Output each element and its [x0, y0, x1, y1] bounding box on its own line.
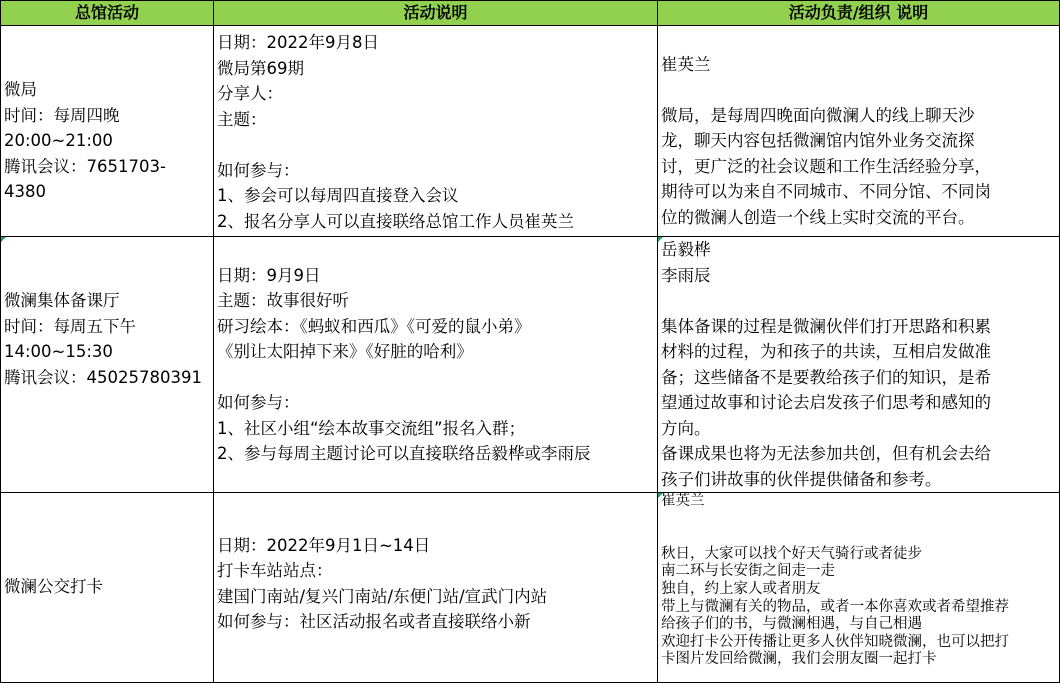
cell-line: 材料的过程，为和孩子的共读，互相启发做准: [661, 342, 991, 361]
cell-line: 南二环与长安街之间走一走: [661, 563, 835, 580]
cell-line: 微澜集体备课厅: [4, 291, 120, 310]
cell-line: 1、社区小组“绘本故事交流组”报名入群；: [217, 418, 526, 438]
cell-line: 备课成果也将为无法参加共创，但有机会去给: [661, 444, 991, 463]
cell-line: 讨，更广泛的社会议题和工作生活经验分享，: [661, 156, 991, 176]
cell-line: 时间：每周四晚: [4, 105, 120, 125]
cell-line: [661, 288, 1056, 314]
cell-line: 岳毅桦: [661, 240, 711, 259]
cell-line: 微局: [4, 80, 37, 99]
cell-line: 主题：: [217, 109, 267, 129]
cell-line: 微澜公交打卡: [4, 576, 103, 596]
cell-line: 如何参与：: [217, 393, 300, 412]
header-activity[interactable]: 总馆活动: [1, 1, 214, 26]
details-cell[interactable]: [214, 493, 658, 683]
header-details[interactable]: 活动说明: [214, 1, 658, 26]
cell-line: 龙，聊天内容包括微澜馆内馆外业务交流探: [661, 131, 975, 150]
cell-line: 时间：每周五下午: [4, 316, 136, 336]
details-cell[interactable]: [214, 26, 658, 237]
cell-line: 崔英兰: [661, 493, 705, 509]
table-row: [1, 237, 1060, 493]
activity-cell[interactable]: [1, 26, 214, 237]
cell-line: 微局，是每周四晚面向微澜人的线上聊天沙: [661, 105, 975, 125]
cell-line: 2、报名分享人可以直接联络总馆工作人员崔英兰: [217, 211, 574, 231]
cell-line: 分享人：: [217, 84, 283, 103]
cell-line: 20:00~21:00: [4, 131, 113, 150]
organizer-cell[interactable]: [658, 26, 1060, 237]
cell-line: 微局第69期: [217, 58, 304, 78]
cell-line: 期待可以为来自不同城市、不同分馆、不同岗: [661, 182, 991, 201]
header-row: [1, 1, 1060, 26]
cell-line: [661, 26, 1056, 52]
cell-line: 孩子们讲故事的伙伴提供储备和参考。: [661, 469, 942, 489]
cell-line: 欢迎打卡公开传播让更多人伙伴知晓微澜，也可以把打: [661, 633, 1009, 650]
table-row: [1, 493, 1060, 683]
cell-line: 集体备课的过程是微澜伙伴们打开思路和积累: [661, 316, 991, 336]
cell-line: 建国门南站/复兴门南站/东便门站/宣武门内站: [217, 586, 548, 606]
cell-line: 带上与微澜有关的物品，或者一本你喜欢或者希望推荐: [661, 598, 1009, 615]
comment-marker-icon: [658, 237, 663, 242]
cell-line: [4, 548, 210, 574]
cell-line: 1、参会可以每周四直接登入会议: [217, 186, 459, 205]
activity-cell[interactable]: [1, 237, 214, 493]
cell-line: [661, 77, 1056, 103]
cell-line: 如何参与：社区活动报名或者直接联络小新: [217, 612, 531, 631]
cell-line: 4380: [4, 182, 46, 201]
cell-line: [4, 237, 210, 263]
table-row: [1, 26, 1060, 237]
cell-line: 腾讯会议：45025780391: [4, 367, 202, 387]
cell-line: 日期：2022年9月1日~14日: [217, 535, 431, 555]
cell-line: [4, 497, 210, 523]
cell-line: 崔英兰: [661, 54, 711, 74]
organizer-cell[interactable]: [658, 493, 1060, 683]
cell-line: 如何参与：: [217, 160, 300, 180]
header-organizer[interactable]: 活动负责/组织 说明: [658, 1, 1060, 26]
cell-line: 腾讯会议：7651703-: [4, 156, 166, 176]
cell-line: 卡图片发回给微澜，我们会朋友圈一起打卡: [661, 651, 937, 668]
details-cell[interactable]: [214, 237, 658, 493]
cell-line: 给孩子们的书，与微澜相遇，与自己相遇: [661, 616, 922, 633]
cell-line: 日期：9月9日: [217, 265, 321, 285]
cell-line: 14:00~15:30: [4, 342, 113, 361]
cell-line: 备；这些储备不是要教给孩子们的知识，是希: [661, 367, 991, 387]
cell-line: 独自，约上家人或者朋友: [661, 580, 821, 597]
cell-line: [217, 132, 654, 158]
comment-marker-icon: [658, 493, 663, 498]
comment-marker-icon: [1, 237, 6, 242]
cell-line: [4, 523, 210, 549]
cell-line: [4, 263, 210, 289]
cell-line: [217, 237, 654, 263]
cell-line: [4, 52, 210, 78]
cell-line: 李雨辰: [661, 265, 711, 285]
cell-line: 方向。: [661, 418, 711, 438]
organizer-cell[interactable]: [658, 237, 1060, 493]
cell-line: 打卡车站站点：: [217, 561, 333, 580]
cell-line: 2、参与每周主题讨论可以直接联络岳毅桦或李雨辰: [217, 444, 591, 463]
cell-line: [4, 26, 210, 52]
cell-line: [661, 528, 1056, 546]
cell-line: 位的微澜人创造一个线上实时交流的平台。: [661, 207, 975, 227]
cell-line: [217, 365, 654, 391]
cell-line: 望通过故事和讨论去启发孩子们思考和感知的: [661, 393, 991, 412]
cell-line: [661, 511, 1056, 529]
cell-line: [217, 507, 654, 533]
cell-line: 研习绘本：《蚂蚁和西瓜》《可爱的鼠小弟》: [217, 316, 531, 336]
cell-line: 《别让太阳掉下来》《好脏的哈利》: [217, 342, 473, 361]
cell-line: 日期：2022年9月8日: [217, 33, 379, 52]
activity-cell[interactable]: [1, 493, 214, 683]
cell-line: 主题：故事很好听: [217, 291, 349, 310]
cell-line: 秋日，大家可以找个好天气骑行或者徒步: [661, 545, 922, 562]
